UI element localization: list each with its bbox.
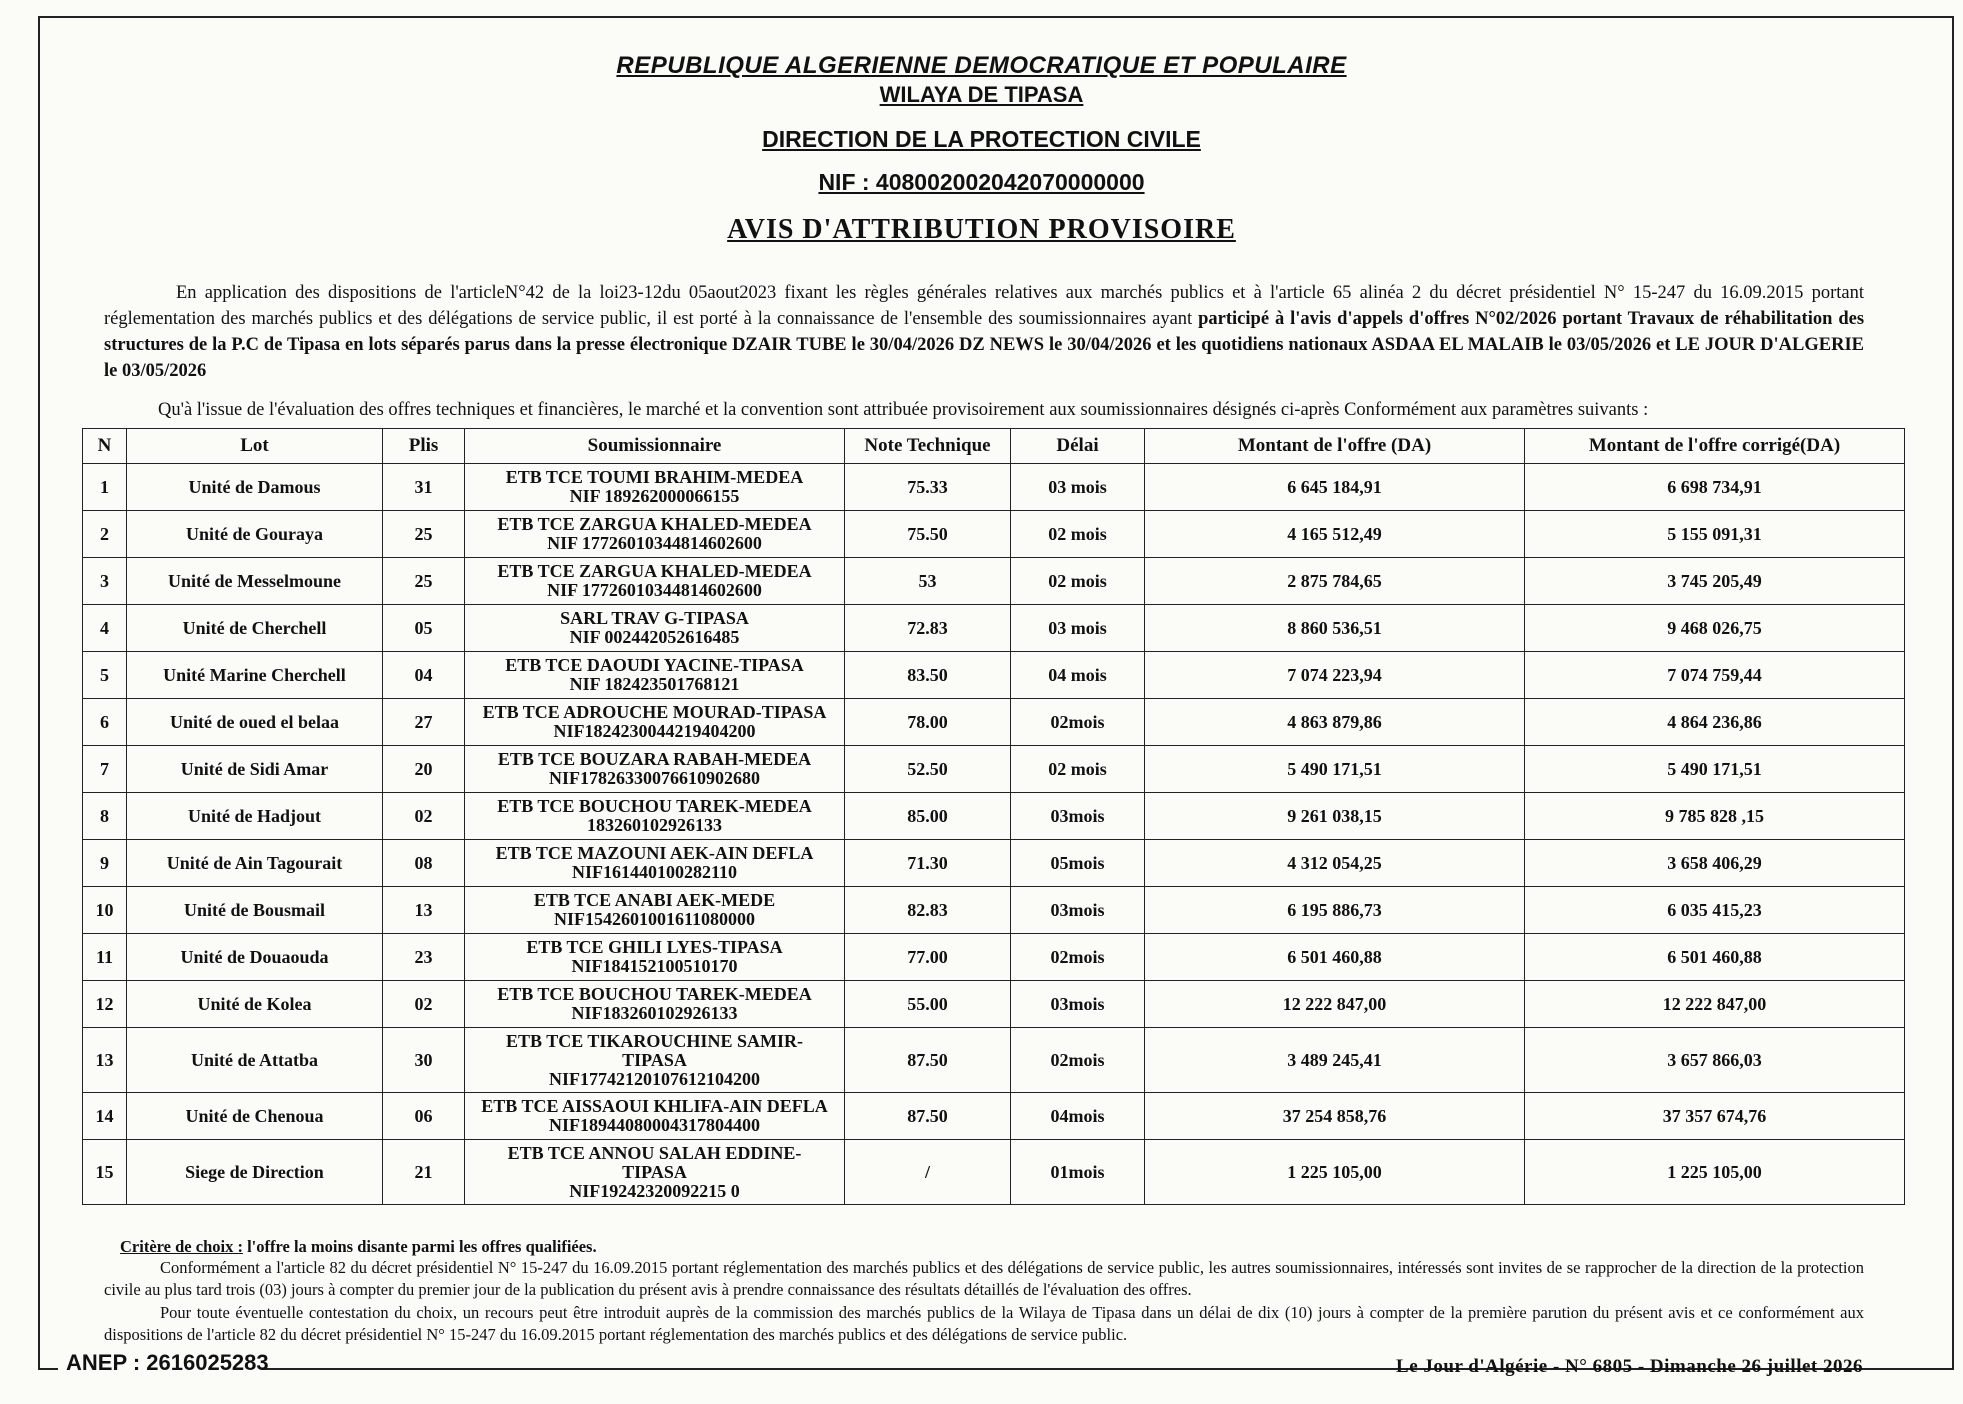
bidder-cell (465, 887, 845, 934)
header-nif: NIF : 408002002042070000000 (818, 169, 1145, 195)
corrected-amount: 5 155 091,31 (1525, 511, 1905, 558)
corrected-amount: 9 468 026,75 (1525, 605, 1905, 652)
row-number: 7 (83, 746, 127, 793)
delivery-delay: 03mois (1011, 793, 1145, 840)
lot-name: Unité de Attatba (127, 1028, 383, 1093)
bidder-line: NIF183260102926133 (571, 1003, 738, 1023)
delivery-delay: 02mois (1011, 1028, 1145, 1093)
corrected-amount: 4 864 236,86 (1525, 699, 1905, 746)
technical-score: 75.33 (845, 464, 1011, 511)
bottom-rule-left (38, 1368, 58, 1370)
offer-amount: 6 501 460,88 (1145, 934, 1525, 981)
delivery-delay: 02mois (1011, 699, 1145, 746)
row-number: 8 (83, 793, 127, 840)
offer-amount: 1 225 105,00 (1145, 1140, 1525, 1205)
table-row (83, 1140, 1905, 1205)
delivery-delay: 02 mois (1011, 746, 1145, 793)
consult-text: Conformément a l'article 82 du décret présidentiel N° 15-247 du 16.09.2015 portant réglementation des marchés publics et des délégations de service public, les autres soumissionnaires, intéressés sont invites de se rapprocher de la direction de la protection civile au plus tard trois (03) jours à compter du premier jour de la publication du présent avis à prendre connaissance des résultats détaillés de l'évaluation des offres. (104, 1258, 1864, 1299)
anep-reference: ANEP : 2616025283 (66, 1350, 269, 1375)
bidder-line: TIPASA (622, 1049, 687, 1070)
lot-name: Unité de Cherchell (127, 605, 383, 652)
bidder-cell (465, 981, 845, 1028)
bidder-line: NIF 189262000066155 (569, 486, 740, 506)
lot-name: Unité de Damous (127, 464, 383, 511)
bidder-line: ETB TCE BOUCHOU TAREK-MEDEA (497, 984, 812, 1004)
table-body (83, 464, 1905, 1205)
notice-title: AVIS D'ATTRIBUTION PROVISOIRE (727, 214, 1236, 245)
bidder-line: ETB TCE ANNOU SALAH EDDINE- (507, 1142, 802, 1163)
plis-number: 20 (383, 746, 465, 793)
row-number: 4 (83, 605, 127, 652)
offer-amount: 4 165 512,49 (1145, 511, 1525, 558)
bidder-cell (465, 511, 845, 558)
bidder-line: ETB TCE AISSAOUI KHLIFA-AIN DEFLA (481, 1096, 828, 1116)
table-row (83, 746, 1905, 793)
lot-name: Unité de Bousmail (127, 887, 383, 934)
corrected-amount: 1 225 105,00 (1525, 1140, 1905, 1205)
bidder-line: NIF 17726010344814602600 (547, 533, 762, 553)
row-number: 1 (83, 464, 127, 511)
bidder-cell (465, 793, 845, 840)
offer-amount: 4 863 879,86 (1145, 699, 1525, 746)
column-header: Note Technique (845, 429, 1011, 464)
bidder-cell (465, 605, 845, 652)
corrected-amount: 9 785 828 ,15 (1525, 793, 1905, 840)
bidder-line: NIF1824230044219404200 (553, 721, 756, 741)
plis-number: 06 (383, 1093, 465, 1140)
criteria-label: Critère de choix : (120, 1237, 243, 1256)
column-header: Lot (127, 429, 383, 464)
plis-number: 02 (383, 981, 465, 1028)
bidder-line: NIF18944080004317804400 (549, 1115, 760, 1135)
delivery-delay: 05mois (1011, 840, 1145, 887)
plis-number: 31 (383, 464, 465, 511)
technical-score: 87.50 (845, 1028, 1011, 1093)
table-row (83, 981, 1905, 1028)
table-row (83, 558, 1905, 605)
lot-name: Unité de Kolea (127, 981, 383, 1028)
bidder-cell (465, 746, 845, 793)
column-header: Montant de l'offre (DA) (1145, 429, 1525, 464)
column-header: Délai (1011, 429, 1145, 464)
bidder-cell (465, 840, 845, 887)
technical-score: / (845, 1140, 1011, 1205)
technical-score: 52.50 (845, 746, 1011, 793)
bidder-line: 183260102926133 (587, 815, 722, 835)
bidder-line: ETB TCE ANABI AEK-MEDE (533, 890, 776, 910)
table-row (83, 887, 1905, 934)
row-number: 11 (83, 934, 127, 981)
technical-score: 85.00 (845, 793, 1011, 840)
attribution-table (82, 428, 1905, 1205)
offer-amount: 8 860 536,51 (1145, 605, 1525, 652)
delivery-delay: 03mois (1011, 981, 1145, 1028)
bidder-cell (465, 464, 845, 511)
offer-amount: 6 195 886,73 (1145, 887, 1525, 934)
column-header: Montant de l'offre corrigé(DA) (1525, 429, 1905, 464)
table-row (83, 1028, 1905, 1093)
header-republic: REPUBLIQUE ALGERIENNE DEMOCRATIQUE ET POPULAIRE (616, 52, 1347, 79)
plis-number: 13 (383, 887, 465, 934)
offer-amount: 3 489 245,41 (1145, 1028, 1525, 1093)
table-row (83, 605, 1905, 652)
corrected-amount: 5 490 171,51 (1525, 746, 1905, 793)
lead-paragraph: Qu'à l'issue de l'évaluation des offres techniques et financières, le marché et la convention sont attribuée provisoirement aux soumissionnaires désignés ci-après Conformément aux paramètres suivants : (158, 400, 1649, 420)
corrected-amount: 6 501 460,88 (1525, 934, 1905, 981)
lot-name: Unité de Douaouda (127, 934, 383, 981)
plis-number: 02 (383, 793, 465, 840)
bidder-cell (465, 699, 845, 746)
plis-number: 25 (383, 511, 465, 558)
plis-number: 05 (383, 605, 465, 652)
bidder-cell (465, 1093, 845, 1140)
technical-score: 72.83 (845, 605, 1011, 652)
offer-amount: 37 254 858,76 (1145, 1093, 1525, 1140)
bidder-cell (465, 934, 845, 981)
bidder-line: SARL TRAV G-TIPASA (560, 608, 749, 628)
row-number: 6 (83, 699, 127, 746)
bidder-line: NIF19242320092215 0 (569, 1180, 740, 1201)
table-header-row (83, 429, 1905, 464)
offer-amount: 4 312 054,25 (1145, 840, 1525, 887)
offer-amount: 5 490 171,51 (1145, 746, 1525, 793)
table-row (83, 464, 1905, 511)
lot-name: Unité de Gouraya (127, 511, 383, 558)
bidder-line: ETB TCE ZARGUA KHALED-MEDEA (497, 514, 812, 534)
plis-number: 04 (383, 652, 465, 699)
table-row (83, 1093, 1905, 1140)
appeal-text: Pour toute éventuelle contestation du choix, un recours peut être introduit auprès de la commission des marchés publics de la Wilaya de Tipasa dans un délai de dix (10) jours à compter de la première parution du présent avis et ce conformément aux dispositions de l'article 82 du décret présidentiel N° 15-247 du 16.09.2015 portant réglementation des marchés publics et des délégations de service public. (104, 1303, 1864, 1344)
plis-number: 27 (383, 699, 465, 746)
row-number: 15 (83, 1140, 127, 1205)
corrected-amount: 3 745 205,49 (1525, 558, 1905, 605)
delivery-delay: 01mois (1011, 1140, 1145, 1205)
technical-score: 53 (845, 558, 1011, 605)
intro-bold-text: participé à l'avis d'appels d'offres N°02/2026 portant Travaux de réhabilitation des structures de la P.C de Tipasa en lots séparés parus dans la presse électronique DZAIR TUBE le 30/04/2026 DZ NEWS le 30/04/2026 et les quotidiens nationaux ASDAA EL MALAIB le 03/05/2026 et LE JOUR D'ALGERIE le 03/05/2026 (104, 309, 1865, 381)
table-row (83, 840, 1905, 887)
offer-amount: 12 222 847,00 (1145, 981, 1525, 1028)
consult-paragraph (104, 1257, 1864, 1301)
header-direction: DIRECTION DE LA PROTECTION CIVILE (762, 126, 1201, 152)
bidder-line: NIF17826330076610902680 (549, 768, 760, 788)
bidder-line: NIF161440100282110 (571, 862, 737, 882)
row-number: 2 (83, 511, 127, 558)
offer-amount: 9 261 038,15 (1145, 793, 1525, 840)
table-row (83, 934, 1905, 981)
bidder-line: TIPASA (622, 1161, 687, 1182)
header-wilaya: WILAYA DE TIPASA (879, 82, 1084, 107)
row-number: 14 (83, 1093, 127, 1140)
technical-score: 82.83 (845, 887, 1011, 934)
bidder-line: ETB TCE GHILI LYES-TIPASA (526, 937, 783, 957)
bidder-line: NIF 182423501768121 (569, 674, 740, 694)
lot-name: Unité de Hadjout (127, 793, 383, 840)
plis-number: 25 (383, 558, 465, 605)
bidder-cell (465, 1140, 845, 1205)
column-header: N (83, 429, 127, 464)
bidder-line: NIF184152100510170 (571, 956, 738, 976)
delivery-delay: 02 mois (1011, 511, 1145, 558)
bidder-line: NIF 002442052616485 (569, 627, 740, 647)
lot-name: Siege de Direction (127, 1140, 383, 1205)
plis-number: 30 (383, 1028, 465, 1093)
technical-score: 71.30 (845, 840, 1011, 887)
delivery-delay: 04 mois (1011, 652, 1145, 699)
technical-score: 77.00 (845, 934, 1011, 981)
delivery-delay: 02 mois (1011, 558, 1145, 605)
offer-amount: 2 875 784,65 (1145, 558, 1525, 605)
table-row (83, 652, 1905, 699)
technical-score: 55.00 (845, 981, 1011, 1028)
bidder-cell (465, 558, 845, 605)
lot-name: Unité de Ain Tagourait (127, 840, 383, 887)
corrected-amount: 37 357 674,76 (1525, 1093, 1905, 1140)
intro-paragraph (104, 280, 1864, 384)
bidder-cell (465, 652, 845, 699)
bidder-line: NIF 17726010344814602600 (547, 580, 762, 600)
offer-amount: 7 074 223,94 (1145, 652, 1525, 699)
corrected-amount: 7 074 759,44 (1525, 652, 1905, 699)
table-row (83, 699, 1905, 746)
intro-text: En application des dispositions de l'articleN°42 de la loi23-12du 05aout2023 fixant les règles générales relatives aux marchés publics et à l'article 65 alinéa 2 du décret présidentiel N° 15-247 du 16.09.2015 portant réglementation des marchés publics et des délégations de service public, il est porté à la connaissance de l'ensemble des soumissionnaires ayant (104, 283, 1864, 329)
bidder-line: ETB TCE BOUCHOU TAREK-MEDEA (497, 796, 812, 816)
corrected-amount: 3 657 866,03 (1525, 1028, 1905, 1093)
offer-amount: 6 645 184,91 (1145, 464, 1525, 511)
journal-reference: Le Jour d'Algérie - N° 6805 - Dimanche 26 juillet 2026 (1396, 1356, 1863, 1377)
lot-name: Unité de Sidi Amar (127, 746, 383, 793)
technical-score: 87.50 (845, 1093, 1011, 1140)
bidder-line: ETB TCE DAOUDI YACINE-TIPASA (505, 655, 804, 675)
delivery-delay: 03 mois (1011, 605, 1145, 652)
table-row (83, 793, 1905, 840)
delivery-delay: 04mois (1011, 1093, 1145, 1140)
plis-number: 21 (383, 1140, 465, 1205)
lot-name: Unité de Chenoua (127, 1093, 383, 1140)
corrected-amount: 6 035 415,23 (1525, 887, 1905, 934)
bidder-line: NIF17742120107612104200 (549, 1068, 760, 1089)
bidder-line: ETB TCE ZARGUA KHALED-MEDEA (497, 561, 812, 581)
criteria-text: l'offre la moins disante parmi les offres qualifiées. (247, 1237, 597, 1256)
row-number: 12 (83, 981, 127, 1028)
bidder-line: ETB TCE ADROUCHE MOURAD-TIPASA (482, 702, 827, 722)
bidder-line: ETB TCE TIKAROUCHINE SAMIR- (506, 1030, 803, 1051)
corrected-amount: 12 222 847,00 (1525, 981, 1905, 1028)
delivery-delay: 03 mois (1011, 464, 1145, 511)
row-number: 13 (83, 1028, 127, 1093)
row-number: 3 (83, 558, 127, 605)
row-number: 5 (83, 652, 127, 699)
lot-name: Unité de oued el belaa (127, 699, 383, 746)
bidder-line: ETB TCE BOUZARA RABAH-MEDEA (497, 749, 812, 769)
corrected-amount: 6 698 734,91 (1525, 464, 1905, 511)
criteria-line (120, 1236, 1880, 1258)
technical-score: 83.50 (845, 652, 1011, 699)
appeal-paragraph (104, 1302, 1864, 1346)
row-number: 10 (83, 887, 127, 934)
corrected-amount: 3 658 406,29 (1525, 840, 1905, 887)
bidder-line: ETB TCE MAZOUNI AEK-AIN DEFLA (495, 843, 814, 863)
lot-name: Unité Marine Cherchell (127, 652, 383, 699)
column-header: Soumissionnaire (465, 429, 845, 464)
bidder-cell (465, 1028, 845, 1093)
bidder-line: NIF1542601001611080000 (553, 909, 755, 929)
plis-number: 08 (383, 840, 465, 887)
delivery-delay: 03mois (1011, 887, 1145, 934)
technical-score: 78.00 (845, 699, 1011, 746)
plis-number: 23 (383, 934, 465, 981)
delivery-delay: 02mois (1011, 934, 1145, 981)
lot-name: Unité de Messelmoune (127, 558, 383, 605)
column-header: Plis (383, 429, 465, 464)
table-row (83, 511, 1905, 558)
row-number: 9 (83, 840, 127, 887)
technical-score: 75.50 (845, 511, 1011, 558)
bidder-line: ETB TCE TOUMI BRAHIM-MEDEA (505, 467, 804, 487)
